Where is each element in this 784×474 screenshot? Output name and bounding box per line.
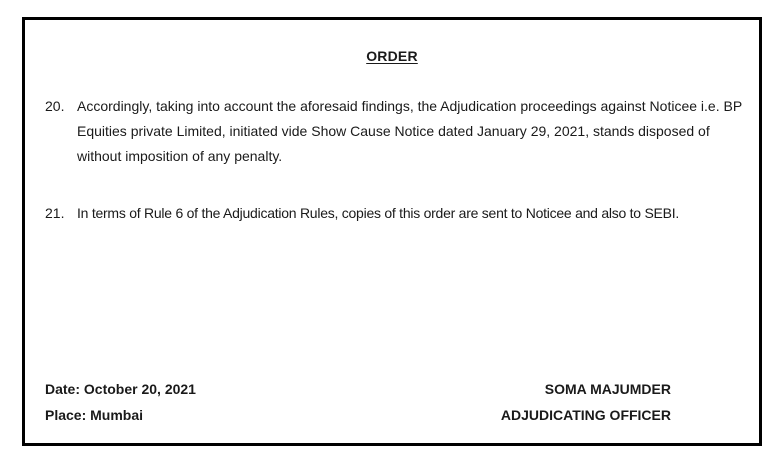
signatory-name: SOMA MAJUMDER [544,381,671,397]
order-place: Place: Mumbai [45,407,144,423]
signatory-block [501,376,671,428]
paragraph-21 [45,201,745,226]
signatory-title: ADJUDICATING OFFICER [500,407,671,423]
date-place-block [45,376,196,428]
order-title: ORDER [366,48,418,64]
paragraph-number: 20. [45,98,65,114]
paragraph-number: 21. [45,205,65,221]
paragraph-text: Accordingly, taking into account the aforesaid findings, the Adjudication proceedings against Noticee i.e. BP Equities private Limited, initiated vide Show Cause Notice dated January 29, 2021, stands disposed of without imposition of any penalty. [77,98,742,164]
order-date: Date: October 20, 2021 [45,381,196,397]
paragraph-text: In terms of Rule 6 of the Adjudication Rules, copies of this order are sent to Noticee and also to SEBI. [77,205,680,221]
paragraph-20 [45,94,745,169]
order-document-frame [22,17,762,446]
